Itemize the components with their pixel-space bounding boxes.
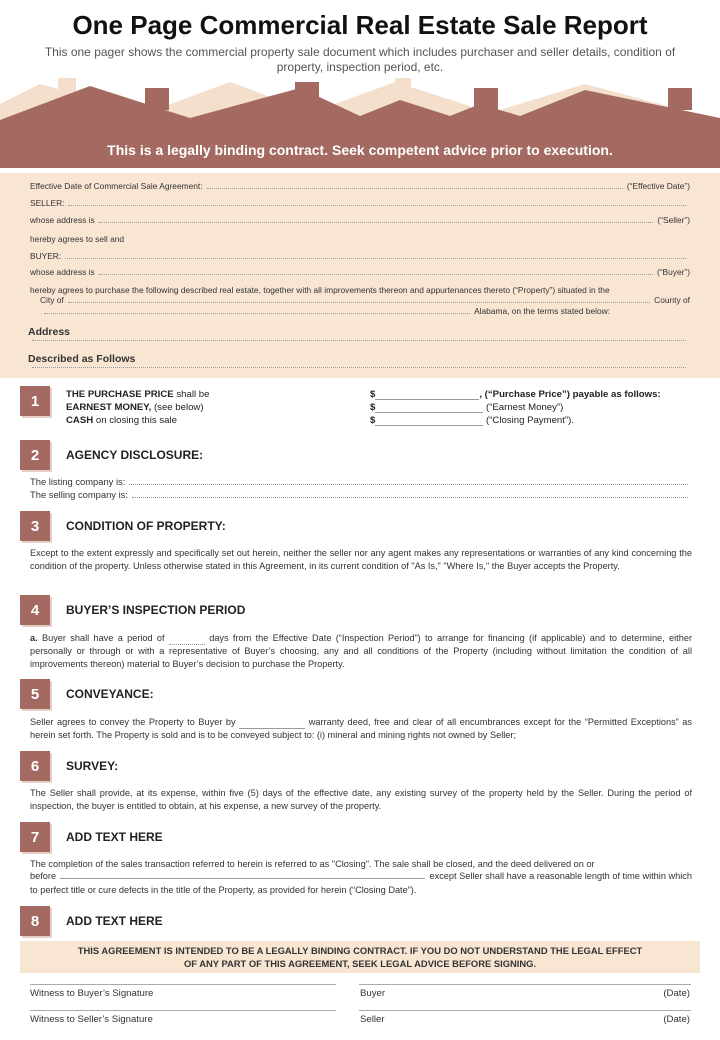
section-7-badge: 7 [20, 822, 50, 852]
witness-buyer-label: Witness to Buyer’s Signature [30, 988, 154, 999]
buyer-signature-label: Buyer [360, 988, 386, 999]
county-field[interactable] [44, 313, 470, 314]
described-heading: Described as Follows [28, 353, 136, 365]
closing-text-line1: The completion of the sales transaction referred to herein is referred to as "Closing". The sale shall be closed, and the deed delivered on or [30, 859, 595, 869]
section-3-title: CONDITION OF PROPERTY: [66, 519, 226, 533]
address-heading: Address [28, 326, 71, 338]
section-6-badge: 6 [20, 751, 50, 781]
closing-text-line3: to perfect title or cure defects in the title of the Property, as provided for herein (“Closing Date”). [30, 885, 417, 895]
description-field[interactable] [32, 367, 686, 368]
legal-banner-text: This is a legally binding contract. Seek competent advice prior to execution. [107, 142, 613, 158]
section-1-badge: 1 [20, 386, 50, 416]
closing-before-label: before [30, 871, 57, 881]
page-subtitle: This one pager shows the commercial property sale document which includes purchaser and seller details, condition of property, inspection period, etc. [44, 45, 676, 74]
witness-seller-label: Witness to Seller’s Signature [30, 1014, 153, 1025]
address-field[interactable] [32, 340, 686, 341]
selling-company-label: The selling company is: [30, 489, 128, 500]
inspection-days-field[interactable] [169, 635, 205, 645]
buyer-label: BUYER: [30, 251, 62, 261]
section-4-badge: 4 [20, 595, 50, 625]
seller-tag: (“Seller”) [657, 215, 690, 225]
buyer-address-field[interactable] [99, 274, 653, 275]
closing-date-field[interactable] [60, 878, 425, 879]
legal-notice-line1: THIS AGREEMENT IS INTENDED TO BE A LEGALLY BINDING CONTRACT. IF YOU DO NOT UNDERSTAND THE LEGAL EFFECT [77, 945, 643, 956]
closing-payment-field[interactable]: $ (“Closing Payment”). [370, 415, 574, 426]
seller-address-label: whose address is [30, 215, 95, 225]
closing-text-line2: except Seller shall have a reasonable length of time within which [429, 871, 692, 881]
section-5-title: CONVEYANCE: [66, 687, 154, 701]
section-7-title: ADD TEXT HERE [66, 830, 163, 844]
seller-name-field[interactable] [68, 205, 686, 206]
section-3-badge: 3 [20, 511, 50, 541]
seller-date-label: (Date) [663, 1014, 690, 1025]
agrees-to-sell-text: hereby agrees to sell and [30, 234, 125, 244]
witness-buyer-signature-line[interactable] [30, 984, 336, 985]
legal-notice [20, 941, 700, 973]
state-text: Alabama, on the terms stated below: [474, 306, 610, 316]
section-2-badge: 2 [20, 440, 50, 470]
section-6-title: SURVEY: [66, 759, 119, 773]
buyer-tag: (“Buyer”) [656, 267, 690, 277]
seller-signature-line[interactable] [359, 1010, 691, 1011]
party-details-form [0, 173, 720, 378]
earnest-money-field[interactable]: $ (“Earnest Money”) [370, 402, 564, 413]
purchase-price-tag: , (“Purchase Price”) payable as follows: [479, 389, 661, 400]
listing-company-field[interactable] [129, 484, 688, 485]
earnest-money-label: EARNEST MONEY, (see below) [66, 402, 204, 413]
city-field[interactable] [68, 302, 650, 303]
purchase-price-field[interactable]: $ , (“Purchase Price”) payable as follows: [370, 389, 661, 400]
earnest-money-tag: (“Earnest Money”) [486, 402, 564, 413]
condition-text: Except to the extent expressly and specifically set out herein, neither the seller nor any agent makes any representations or warranties of any kind concerning the condition of the property. Unless otherwise stated in this Agreement, in its current condition of "As Is," "Where Is," the Buyer accepts the Property. [30, 548, 692, 571]
closing-payment-tag: (“Closing Payment”). [486, 415, 574, 426]
conveyance-text: Seller agrees to convey the Property to Buyer by warranty deed, free and clear of all encumbrances except for the “Permitted Exceptions” as herein set forth. The Property is sold and is to be conveyed subject to: (i) mineral and mining rights not owned by Seller; [30, 717, 693, 740]
section-5-badge: 5 [20, 679, 50, 709]
purchase-price-label: THE PURCHASE PRICE shall be [66, 389, 210, 400]
seller-signature-label: Seller [360, 1014, 385, 1025]
deed-type-field[interactable] [239, 719, 305, 729]
seller-address-field[interactable] [99, 222, 654, 223]
inspection-text: a. Buyer shall have a period of days from the Effective Date (“Inspection Period”) to arrange for financing (if applicable) and to determine, either personally or through or with a representative of Buyer’s choosing, any and all conditions of the Property (including without limitation the condition of all improvements thereon) material to Buyer’s decision to purchase the Property. [30, 633, 692, 669]
section-2-title: AGENCY DISCLOSURE: [66, 448, 204, 462]
cash-label: CASH on closing this sale [66, 415, 177, 426]
section-8-badge: 8 [20, 906, 50, 936]
witness-seller-signature-line[interactable] [30, 1010, 336, 1011]
effective-date-label: Effective Date of Commercial Sale Agreement: [30, 181, 203, 191]
legal-notice-line2: OF ANY PART OF THIS AGREEMENT, SEEK LEGAL ADVICE BEFORE SIGNING. [183, 958, 537, 969]
effective-date-field[interactable] [207, 188, 623, 189]
buyer-address-label: whose address is [30, 267, 95, 277]
selling-company-field[interactable] [132, 497, 688, 498]
buyer-signature-line[interactable] [359, 984, 691, 985]
buyer-date-label: (Date) [663, 988, 690, 999]
section-8-title: ADD TEXT HERE [66, 914, 163, 928]
county-label: County of [654, 295, 690, 305]
buyer-name-field[interactable] [65, 258, 686, 259]
purchase-text: hereby agrees to purchase the following described real estate, together with all improvements thereon and appurtenances thereto (“Property”) situated in the [30, 285, 610, 295]
section-4-title: BUYER’S INSPECTION PERIOD [66, 603, 246, 617]
listing-company-label: The listing company is: [30, 476, 126, 487]
city-label: City of [40, 295, 64, 305]
survey-text: The Seller shall provide, at its expense, within five (5) days of the effective date, any existing survey of the property held by the Seller. During the period of inspection, the buyer is entitled to obtain, at his expense, a new survey of the property. [30, 788, 692, 811]
page-title: One Page Commercial Real Estate Sale Report [72, 10, 648, 40]
effective-date-tag: (“Effective Date”) [626, 181, 690, 191]
seller-label: SELLER: [30, 198, 65, 208]
